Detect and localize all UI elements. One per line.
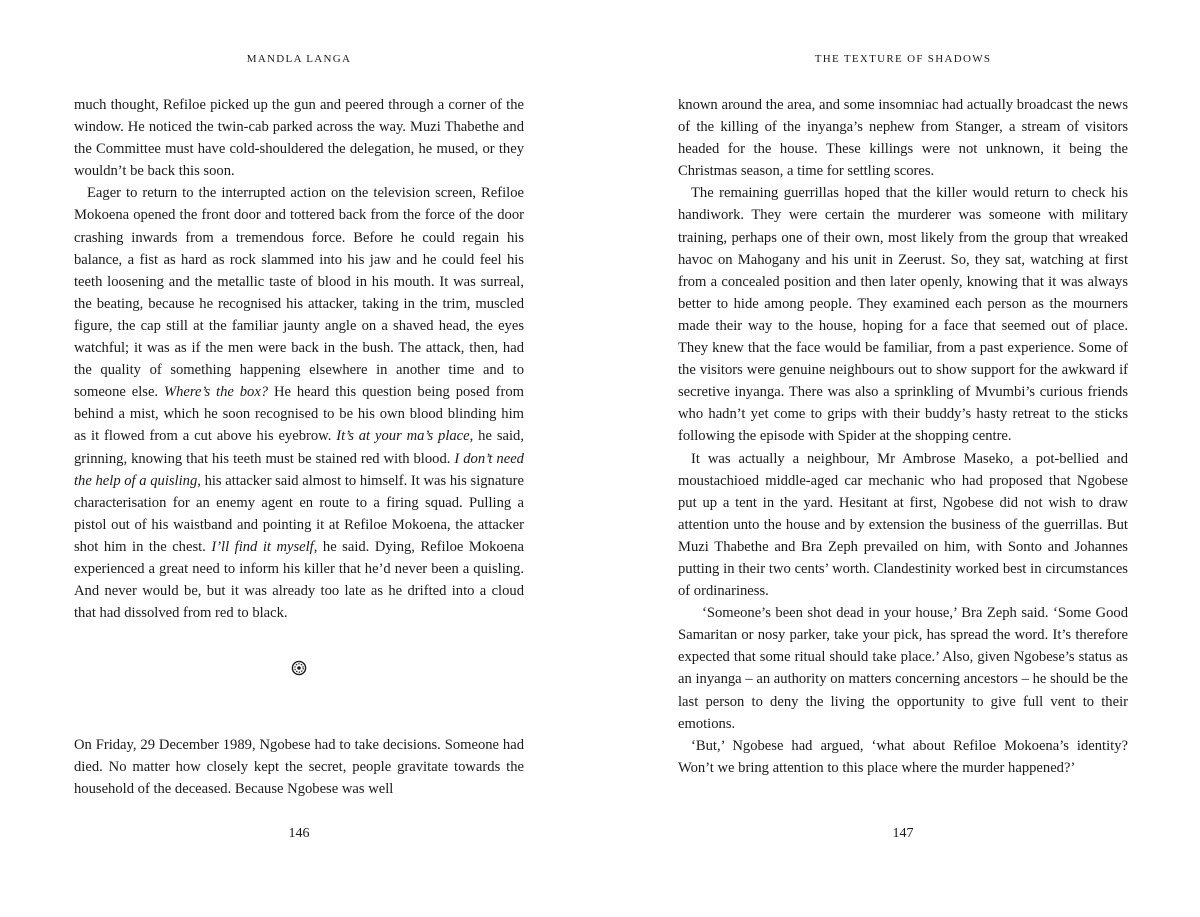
paragraph [678,735,1128,779]
right-page [678,0,1128,917]
paragraph [678,602,1128,735]
italic-run: I don’t need the help of a quisling [74,450,524,489]
paragraph [678,94,1128,182]
paragraph [74,734,524,800]
paragraph [74,182,524,624]
text-run: It was actually a neighbour, Mr Ambrose Maseko, a pot-bellied and moustachioed middle-aged car mechanic who had proposed that Ngobese put up a tent in the yard. Hesitant at first, Ngobese did not wish to draw attention unto the house and by extension the business of the guerrillas. But Muzi Thabethe and Bra Zeph prevailed on him, with Sonto and Johannes putting in their two cents’ worth. Clandestinity worked best in circumstances of ordinariness. [678,450,1128,600]
paragraph [74,94,524,182]
page-number-left: 146 [288,826,310,841]
running-head-right: THE TEXTURE OF SHADOWS [814,53,992,65]
paragraph [678,448,1128,603]
text-run: , he said. Dying, Refiloe Mokoena experienced a great need to inform his killer that he’d never been a quisling. And never would be, but it was already too late as he drifted into a cloud that had dissolved from red to black. [74,538,525,622]
running-head-left: MANDLA LANGA [246,53,352,65]
right-text-block [678,94,1128,779]
text-run: On Friday, 29 December 1989, Ngobese had to take decisions. Someone had died. No matter how closely kept the secret, people gravitate towards the household of the deceased. Because Ngobese was well [74,737,524,798]
page-number-right: 147 [892,826,914,841]
text-run: known around the area, and some insomniac had actually broadcast the news of the killing of the inyanga’s nephew from Stanger, a stream of visitors headed for the house. These killings were not unknown, it being the Christmas season, a time for settling scores. [678,97,1128,180]
flower-ornament-icon [291,660,307,676]
italic-run: It’s at your ma’s place [336,428,470,445]
left-text-block [74,94,524,801]
text-run: ‘Someone’s been shot dead in your house,’ Bra Zeph said. ‘Some Good Samaritan or nosy parker, take your pick, has spread the word. It’s therefore expected that some ritual should take place.’ Also, given Ngobese’s status as an inyanga – an authority on matters concerning ancestors – he should be the last person to deny the living the opportunity to give full vent to their emotions. [678,605,1128,732]
section-break-ornament [74,624,524,712]
paragraph [678,182,1128,447]
italic-run: Where’s the box? [163,384,269,401]
text-run: Eager to return to the interrupted action on the television screen, Refiloe Mokoena opened the front door and tottered back from the force of the door crashing inwards from a tremendous force. Before he could regain his balance, a fist as hard as rock slammed into his jaw and he could feel his teeth loosening and the metallic taste of blood in his mouth. It was surreal, the beating, because he recognised his attacker, taking in the trim, muscled figure, the cap still at the familiar jaunty angle on a shaved head, the eyes watchful; it was as if the men were back in the bush. The attack, then, had the quality of something happening elsewhere in another time and to someone else. [74,185,524,401]
text-run: He heard this question being posed from behind a mist, which he soon recognised to be his own blood blinding him as it flowed from a cut above his eyebrow. [74,384,525,445]
text-run: The remaining guerrillas hoped that the killer would return to check his handiwork. They were certain the murderer was someone with military training, perhaps one of their own, most likely from the group that wreaked havoc on Mahogany and his unit in Zeerust. So, they sat, watching at first from a concealed position and then later openly, knowing that it was always better to hide among people. They examined each person as the mourners made their way to the house, hoping for a face that seemed out of place. They knew that the face would be familiar, from a past experience. Some of the visitors were genuine neighbours out to show support for the awkward if secretive inyanga. There was also a sprinkling of Mvumbi’s curious friends who hadn’t yet come to grips with their buddy’s hasty retreat to the sticks following the episode with Spider at the shopping centre. [678,185,1128,445]
section-break-space [74,712,524,734]
text-run: , his attacker said almost to himself. It was his signature characterisation for an enemy agent en route to a firing squad. Pulling a pistol out of his waistband and pointing it at Refiloe Mokoena, the attacker shot him in the chest. [74,472,525,555]
italic-run: I’ll find it myself [211,538,314,555]
text-run: , he said, grinning, knowing that his teeth must be stained red with blood. [74,428,524,467]
text-run: ‘But,’ Ngobese had argued, ‘what about Refiloe Mokoena’s identity? Won’t we bring attention to this place where the murder happened?’ [678,737,1128,776]
left-page [74,0,524,917]
text-run: much thought, Refiloe picked up the gun and peered through a corner of the window. He noticed the twin-cab parked across the way. Muzi Thabethe and the Committee must have cold-shouldered the delegation, he mused, or they wouldn’t be back this soon. [74,97,524,180]
